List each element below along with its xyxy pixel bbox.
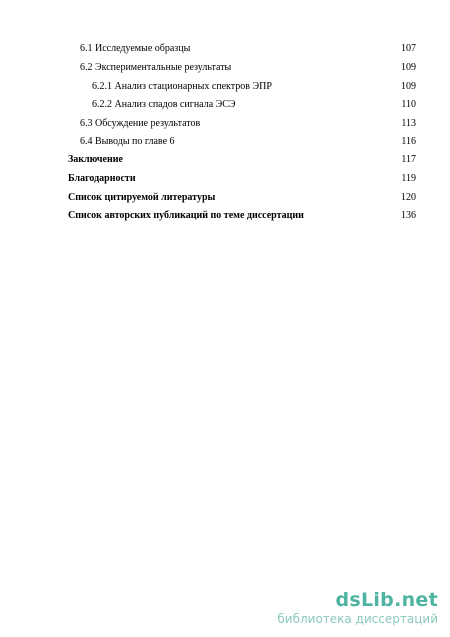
toc-entry-title: Список авторских публикаций по теме диссертации [68, 210, 304, 221]
toc-entry-author-publications [0, 208, 450, 224]
toc-entry-6-4 [0, 134, 450, 150]
watermark-caption: библиотека диссертаций [277, 612, 438, 626]
toc-entry-title: Список цитируемой литературы [68, 192, 216, 203]
toc-entry-page: 116 [401, 136, 416, 147]
toc-entry-page: 110 [401, 99, 416, 110]
toc-entry-references [0, 190, 450, 206]
toc-entry-title: 6.2.1 Анализ стационарных спектров ЭПР [92, 81, 272, 92]
toc-entry-title: Благодарности [68, 173, 136, 184]
toc-entry-title: 6.1 Исследуемые образцы [80, 43, 191, 54]
toc-entry-6-3 [0, 116, 450, 132]
toc-entry-page: 113 [401, 118, 416, 129]
toc-entry-6-2-2 [0, 97, 450, 113]
toc-entry-page: 136 [401, 210, 416, 221]
toc-entry-title: 6.2 Экспериментальные результаты [80, 62, 232, 73]
toc-entry-page: 119 [401, 173, 416, 184]
toc-entry-title: Заключение [68, 154, 123, 165]
toc-entry-title: 6.2.2 Анализ спадов сигнала ЭСЭ [92, 99, 236, 110]
table-of-contents [0, 0, 450, 240]
toc-entry-page: 109 [401, 81, 416, 92]
toc-entry-6-2 [0, 60, 450, 76]
toc-entry-page: 117 [401, 154, 416, 165]
toc-entry-conclusion [0, 152, 450, 168]
toc-entry-page: 109 [401, 62, 416, 73]
toc-entry-6-1 [0, 41, 450, 57]
watermark [238, 589, 438, 629]
toc-entry-title: 6.3 Обсуждение результатов [80, 118, 201, 129]
toc-entry-6-2-1 [0, 79, 450, 95]
toc-entry-title: 6.4 Выводы по главе 6 [80, 136, 175, 147]
watermark-logo: dsLib.net [335, 589, 438, 611]
toc-entry-page: 120 [401, 192, 416, 203]
toc-entry-page: 107 [401, 43, 416, 54]
toc-entry-acknowledgements [0, 171, 450, 187]
